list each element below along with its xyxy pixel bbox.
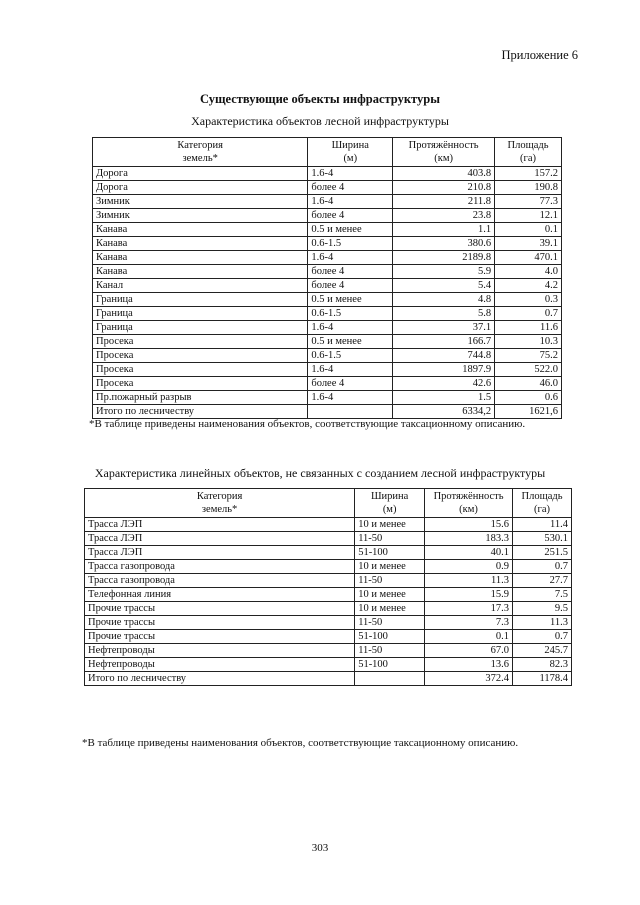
table-cell: 157.2 <box>495 167 562 181</box>
table-row <box>85 532 572 546</box>
table-cell: Прочие трассы <box>85 630 355 644</box>
table-cell: 210.8 <box>393 181 495 195</box>
table-cell: Канава <box>93 265 308 279</box>
table-cell: 51-100 <box>355 546 425 560</box>
table-cell: 166.7 <box>393 335 495 349</box>
table-row <box>93 293 562 307</box>
table-row <box>85 644 572 658</box>
table-cell: Прочие трассы <box>85 602 355 616</box>
table-cell: 0.6-1.5 <box>308 237 393 251</box>
table-row <box>93 195 562 209</box>
table-cell: 211.8 <box>393 195 495 209</box>
table-cell: 1178.4 <box>513 672 572 686</box>
table-cell: 11-50 <box>355 574 425 588</box>
column-header-unit: (км) <box>459 504 478 515</box>
table-cell: Граница <box>93 293 308 307</box>
table-cell: 1.5 <box>393 391 495 405</box>
table-cell: Трасса ЛЭП <box>85 546 355 560</box>
table-cell: более 4 <box>308 265 393 279</box>
table-cell: 1.1 <box>393 223 495 237</box>
table-cell: 77.3 <box>495 195 562 209</box>
table-cell: 1.6-4 <box>308 251 393 265</box>
table-cell: Канал <box>93 279 308 293</box>
table-cell: 23.8 <box>393 209 495 223</box>
table-cell: более 4 <box>308 377 393 391</box>
table-cell: 0.1 <box>495 223 562 237</box>
table-cell: Прочие трассы <box>85 616 355 630</box>
table-cell: 37.1 <box>393 321 495 335</box>
table-cell: Канава <box>93 223 308 237</box>
table-cell: 5.8 <box>393 307 495 321</box>
table-cell: 1.6-4 <box>308 167 393 181</box>
table-cell: 67.0 <box>425 644 513 658</box>
table-cell: Просека <box>93 335 308 349</box>
table-cell: Дорога <box>93 181 308 195</box>
table-cell: Трасса ЛЭП <box>85 518 355 532</box>
table-cell: 2189.8 <box>393 251 495 265</box>
table-cell: 82.3 <box>513 658 572 672</box>
column-header-unit: (м) <box>343 153 358 164</box>
table-row <box>85 546 572 560</box>
table-row <box>93 321 562 335</box>
table-cell: 4.8 <box>393 293 495 307</box>
column-header <box>495 138 562 167</box>
table-cell: 11-50 <box>355 532 425 546</box>
table-cell: 1897.9 <box>393 363 495 377</box>
table-cell: Просека <box>93 349 308 363</box>
table-cell: 42.6 <box>393 377 495 391</box>
table-row <box>85 602 572 616</box>
table2-footnote: *В таблице приведены наименования объектов, соответствующие таксационному описанию. <box>82 737 519 749</box>
table-cell: 17.3 <box>425 602 513 616</box>
table-cell: 11.3 <box>425 574 513 588</box>
table-cell: 530.1 <box>513 532 572 546</box>
table-cell: 5.4 <box>393 279 495 293</box>
table-row <box>93 363 562 377</box>
table-cell: Граница <box>93 321 308 335</box>
table-cell: 1.6-4 <box>308 363 393 377</box>
table-cell: 10 и менее <box>355 560 425 574</box>
table-row <box>93 405 562 419</box>
table-cell: 403.8 <box>393 167 495 181</box>
table-cell: Трасса ЛЭП <box>85 532 355 546</box>
table-cell: 0.3 <box>495 293 562 307</box>
table-cell: 15.9 <box>425 588 513 602</box>
column-header <box>308 138 393 167</box>
table-cell: 0.6-1.5 <box>308 349 393 363</box>
table-cell: 51-100 <box>355 658 425 672</box>
table-cell: 1621,6 <box>495 405 562 419</box>
column-header <box>355 489 425 518</box>
column-header-line: Площадь <box>507 140 549 151</box>
table-row <box>93 237 562 251</box>
table-row <box>85 588 572 602</box>
table-cell: 190.8 <box>495 181 562 195</box>
table-cell: Граница <box>93 307 308 321</box>
table-row <box>93 167 562 181</box>
table-cell: более 4 <box>308 181 393 195</box>
table-cell: Просека <box>93 377 308 391</box>
table-cell: Просека <box>93 363 308 377</box>
column-header <box>85 489 355 518</box>
table-cell: 4.2 <box>495 279 562 293</box>
table-cell: 39.1 <box>495 237 562 251</box>
column-header-line: Протяжённость <box>433 491 504 502</box>
table-cell: 9.5 <box>513 602 572 616</box>
table-header-row <box>85 489 572 518</box>
table-row <box>85 658 572 672</box>
table-cell: 0.5 и менее <box>308 293 393 307</box>
table-cell: 51-100 <box>355 630 425 644</box>
table-cell: 1.6-4 <box>308 321 393 335</box>
table-cell: 7.3 <box>425 616 513 630</box>
table-cell: Пр.пожарный разрыв <box>93 391 308 405</box>
table-cell: 5.9 <box>393 265 495 279</box>
table-row <box>85 518 572 532</box>
table-cell: 10.3 <box>495 335 562 349</box>
table-cell: 0.7 <box>495 307 562 321</box>
table-row <box>85 630 572 644</box>
table-cell: 46.0 <box>495 377 562 391</box>
page-title: Существующие объекты инфраструктуры <box>200 92 440 106</box>
table-cell: 10 и менее <box>355 518 425 532</box>
table-cell: 0.5 и менее <box>308 335 393 349</box>
table1-footnote: *В таблице приведены наименования объектов, соответствующие таксационному описанию. <box>89 418 526 430</box>
table-cell: 0.5 и менее <box>308 223 393 237</box>
table-row <box>93 265 562 279</box>
table-cell: 251.5 <box>513 546 572 560</box>
table-cell: 1.6-4 <box>308 391 393 405</box>
table-row <box>85 672 572 686</box>
table-cell: 380.6 <box>393 237 495 251</box>
table-row <box>93 391 562 405</box>
column-header-unit: (км) <box>434 153 453 164</box>
table-cell: 11-50 <box>355 644 425 658</box>
table-cell <box>355 672 425 686</box>
table-cell: 0.7 <box>513 560 572 574</box>
table2-caption: Характеристика линейных объектов, не связанных с созданием лесной инфраструктуры <box>94 466 546 480</box>
table-cell: 10 и менее <box>355 602 425 616</box>
table-cell: Нефтепроводы <box>85 644 355 658</box>
table-cell: 11.3 <box>513 616 572 630</box>
table-cell: 0.1 <box>425 630 513 644</box>
table-cell: Канава <box>93 251 308 265</box>
column-header <box>393 138 495 167</box>
table-cell: 470.1 <box>495 251 562 265</box>
table-row <box>85 616 572 630</box>
table-cell: 6334,2 <box>393 405 495 419</box>
table-cell: 0.6-1.5 <box>308 307 393 321</box>
table-row <box>93 335 562 349</box>
column-header-line: Категория <box>196 491 243 502</box>
table-header-row <box>93 138 562 167</box>
table-row <box>93 251 562 265</box>
table-cell: 11.6 <box>495 321 562 335</box>
column-header-unit: (га) <box>534 504 550 515</box>
table-cell: 11.4 <box>513 518 572 532</box>
table-cell: более 4 <box>308 209 393 223</box>
column-header <box>513 489 572 518</box>
table-cell: 183.3 <box>425 532 513 546</box>
table-row <box>85 560 572 574</box>
table-cell: Зимник <box>93 195 308 209</box>
table-cell: 744.8 <box>393 349 495 363</box>
table-cell: Зимник <box>93 209 308 223</box>
table-cell: Канава <box>93 237 308 251</box>
table-cell: 522.0 <box>495 363 562 377</box>
column-header-line: Площадь <box>521 491 563 502</box>
table-cell <box>308 405 393 419</box>
table-cell: 13.6 <box>425 658 513 672</box>
table-cell: 10 и менее <box>355 588 425 602</box>
table-cell: Телефонная линия <box>85 588 355 602</box>
column-header-line: Протяжённость <box>408 140 479 151</box>
table-cell: 372.4 <box>425 672 513 686</box>
infrastructure-table <box>92 137 562 419</box>
column-header-unit: (га) <box>520 153 537 164</box>
table1-caption: Характеристика объектов лесной инфраструктуры <box>191 114 449 128</box>
column-header <box>425 489 513 518</box>
table-cell: Итого по лесничеству <box>85 672 355 686</box>
column-header-line: Ширина <box>331 140 369 151</box>
table-cell: Итого по лесничеству <box>93 405 308 419</box>
table-cell: Трасса газопровода <box>85 560 355 574</box>
table-cell: 0.7 <box>513 630 572 644</box>
table-cell: более 4 <box>308 279 393 293</box>
table-row <box>93 377 562 391</box>
column-header-line: Категория <box>177 140 223 151</box>
page-number: 303 <box>311 842 329 854</box>
table-cell: 7.5 <box>513 588 572 602</box>
table-cell: 75.2 <box>495 349 562 363</box>
column-header-unit: (м) <box>382 504 397 515</box>
table-row <box>93 181 562 195</box>
table-cell: 245.7 <box>513 644 572 658</box>
column-header-unit: земель* <box>201 504 238 515</box>
table-cell: Нефтепроводы <box>85 658 355 672</box>
column-header-line: Ширина <box>370 491 409 502</box>
column-header-unit: земель* <box>182 153 218 164</box>
column-header <box>93 138 308 167</box>
table-row <box>93 209 562 223</box>
table-cell: 15.6 <box>425 518 513 532</box>
table-row <box>85 574 572 588</box>
table-cell: Трасса газопровода <box>85 574 355 588</box>
table-cell: 0.6 <box>495 391 562 405</box>
table-cell: 1.6-4 <box>308 195 393 209</box>
table-row <box>93 307 562 321</box>
table-cell: 11-50 <box>355 616 425 630</box>
table-cell: Дорога <box>93 167 308 181</box>
linear-objects-table <box>84 488 572 686</box>
table-row <box>93 223 562 237</box>
table-cell: 0.9 <box>425 560 513 574</box>
table-cell: 27.7 <box>513 574 572 588</box>
table-row <box>93 349 562 363</box>
table-cell: 12.1 <box>495 209 562 223</box>
table-cell: 40.1 <box>425 546 513 560</box>
table-cell: 4.0 <box>495 265 562 279</box>
table-row <box>93 279 562 293</box>
appendix-label: Приложение 6 <box>501 48 578 62</box>
